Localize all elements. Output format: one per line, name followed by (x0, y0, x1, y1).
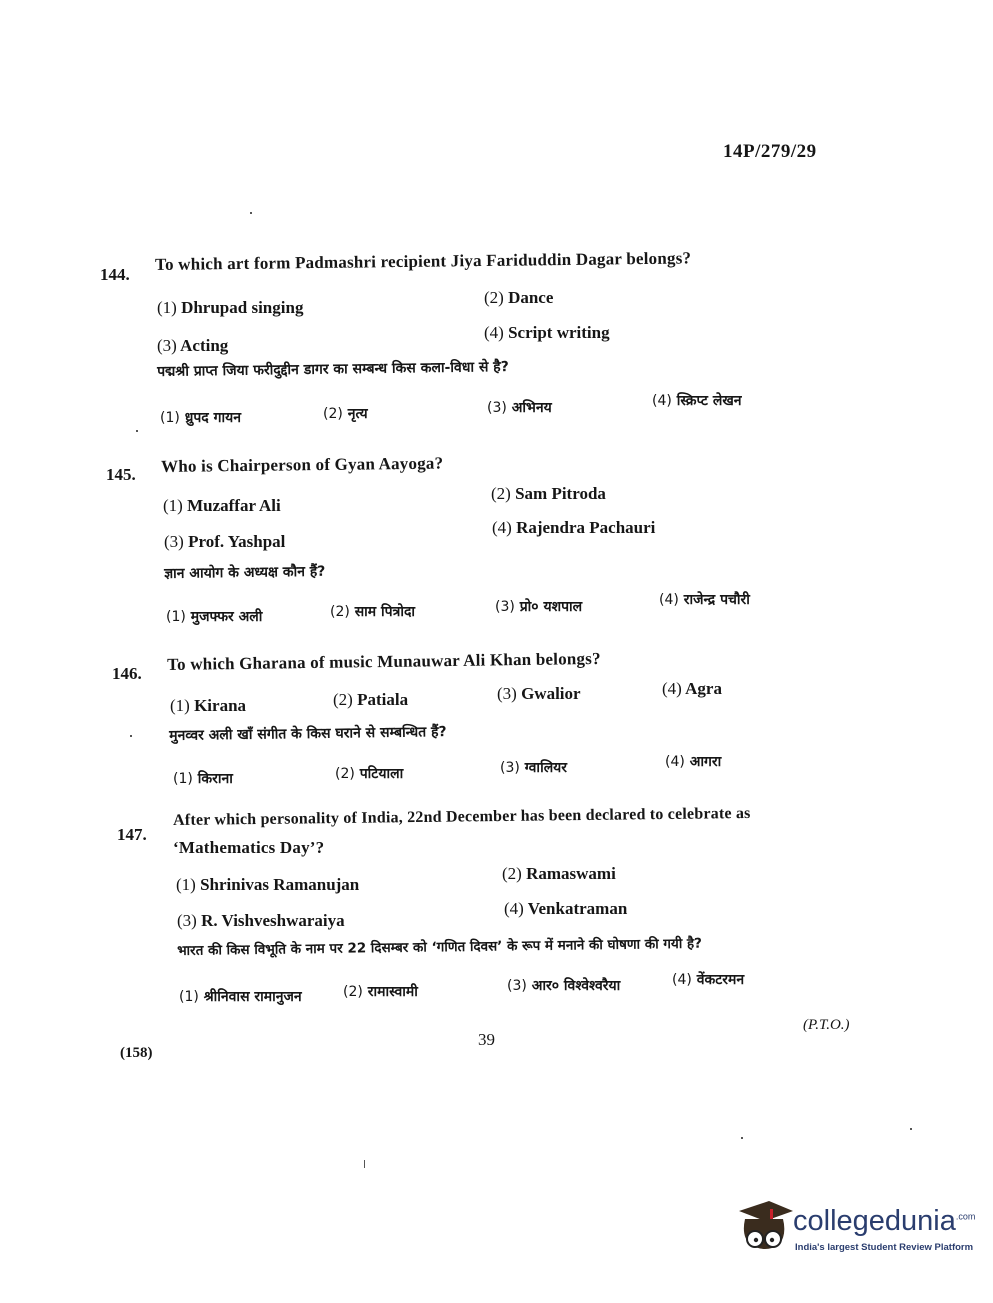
pto-label: (P.T.O.) (803, 1017, 850, 1033)
hindi-option-3: (3) अभिनय (487, 400, 552, 416)
option-4: (4) Venkatraman (504, 899, 628, 918)
hindi-option-3: (3) प्रो० यशपाल (495, 599, 583, 615)
question-text: To which Gharana of music Munauwar Ali Khan belongs? (167, 648, 601, 674)
option-4: (4) Agra (662, 679, 722, 698)
option-3: (3) Acting (157, 336, 229, 355)
question-text-line-2: ‘Mathematics Day’? (173, 838, 325, 857)
question-number: 147. (117, 825, 147, 844)
option-4: (4) Rajendra Pachauri (492, 518, 656, 537)
hindi-option-2: (2) साम पित्रोदा (330, 604, 416, 620)
option-2: (2) Patiala (333, 690, 409, 709)
question-number: 145. (106, 465, 136, 484)
hindi-option-4: (4) स्क्रिप्ट लेखन (652, 393, 742, 409)
question-text-hindi: मुनव्वर अली खाँ संगीत के किस घराने से सम्बन्धित हैं? (169, 724, 447, 744)
option-1: (1) Shrinivas Ramanujan (176, 875, 360, 894)
scan-speck (130, 735, 132, 737)
hindi-option-4: (4) राजेन्द्र पचौरी (659, 592, 750, 608)
question-number: 146. (112, 664, 142, 683)
option-4: (4) Script writing (484, 323, 610, 342)
option-3: (3) Gwalior (497, 684, 581, 703)
hindi-option-2: (2) रामास्वामी (343, 984, 418, 1000)
mascot-icon (735, 1197, 795, 1257)
hindi-option-2: (2) पटियाला (335, 766, 404, 782)
hindi-option-1: (1) श्रीनिवास रामानुजन (179, 989, 302, 1005)
hindi-option-4: (4) वेंकटरमन (672, 972, 745, 988)
option-3: (3) Prof. Yashpal (164, 532, 286, 551)
hindi-option-2: (2) नृत्य (323, 406, 368, 422)
option-2: (2) Ramaswami (502, 864, 616, 883)
option-1: (1) Muzaffar Ali (163, 496, 281, 515)
logo-tagline: India's largest Student Review Platform (795, 1242, 974, 1253)
question-text-line-1: After which personality of India, 22nd December has been declared to celebrate as (173, 804, 751, 829)
scan-speck (136, 430, 138, 432)
scan-speck (741, 1137, 743, 1139)
hindi-option-1: (1) किराना (173, 771, 233, 787)
paper-number: (158) (120, 1045, 153, 1061)
hindi-option-1: (1) मुजफ्फर अली (166, 609, 263, 625)
question-text: To which art form Padmashri recipient Jiya Fariduddin Dagar belongs? (155, 248, 692, 274)
question-text-hindi: पद्मश्री प्राप्त जिया फरीदुद्दीन डागर का सम्बन्ध किस कला-विधा से है? (157, 359, 509, 380)
hindi-option-4: (4) आगरा (665, 754, 722, 770)
hindi-option-3: (3) आर० विश्वेश्वरैया (507, 978, 621, 994)
scan-speck (910, 1128, 912, 1130)
question-text-hindi: ज्ञान आयोग के अध्यक्ष कौन हैं? (164, 563, 326, 582)
logo-wordmark: collegedunia$^{.com}$ (793, 1205, 976, 1237)
collegedunia-logo (735, 1195, 976, 1265)
option-3: (3) R. Vishveshwaraiya (177, 911, 345, 930)
page-number: 39 (478, 1030, 495, 1049)
question-text-hindi: भारत की किस विभूति के नाम पर 22 दिसम्बर को ‘गणित दिवस’ के रूप में मनाने की घोषणा की गयी है? (177, 935, 703, 959)
question-number: 144. (100, 265, 130, 284)
option-2: (2) Dance (484, 288, 554, 307)
paper-code: 14P/279/29 (723, 141, 817, 162)
hindi-option-1: (1) ध्रुपद गायन (160, 410, 241, 426)
scan-speck (250, 212, 252, 214)
option-2: (2) Sam Pitroda (491, 484, 606, 503)
option-1: (1) Kirana (170, 696, 247, 715)
option-1: (1) Dhrupad singing (157, 298, 304, 317)
hindi-option-3: (3) ग्वालियर (500, 760, 568, 776)
scan-speck (364, 1160, 365, 1168)
question-text: Who is Chairperson of Gyan Aayoga? (161, 453, 444, 476)
